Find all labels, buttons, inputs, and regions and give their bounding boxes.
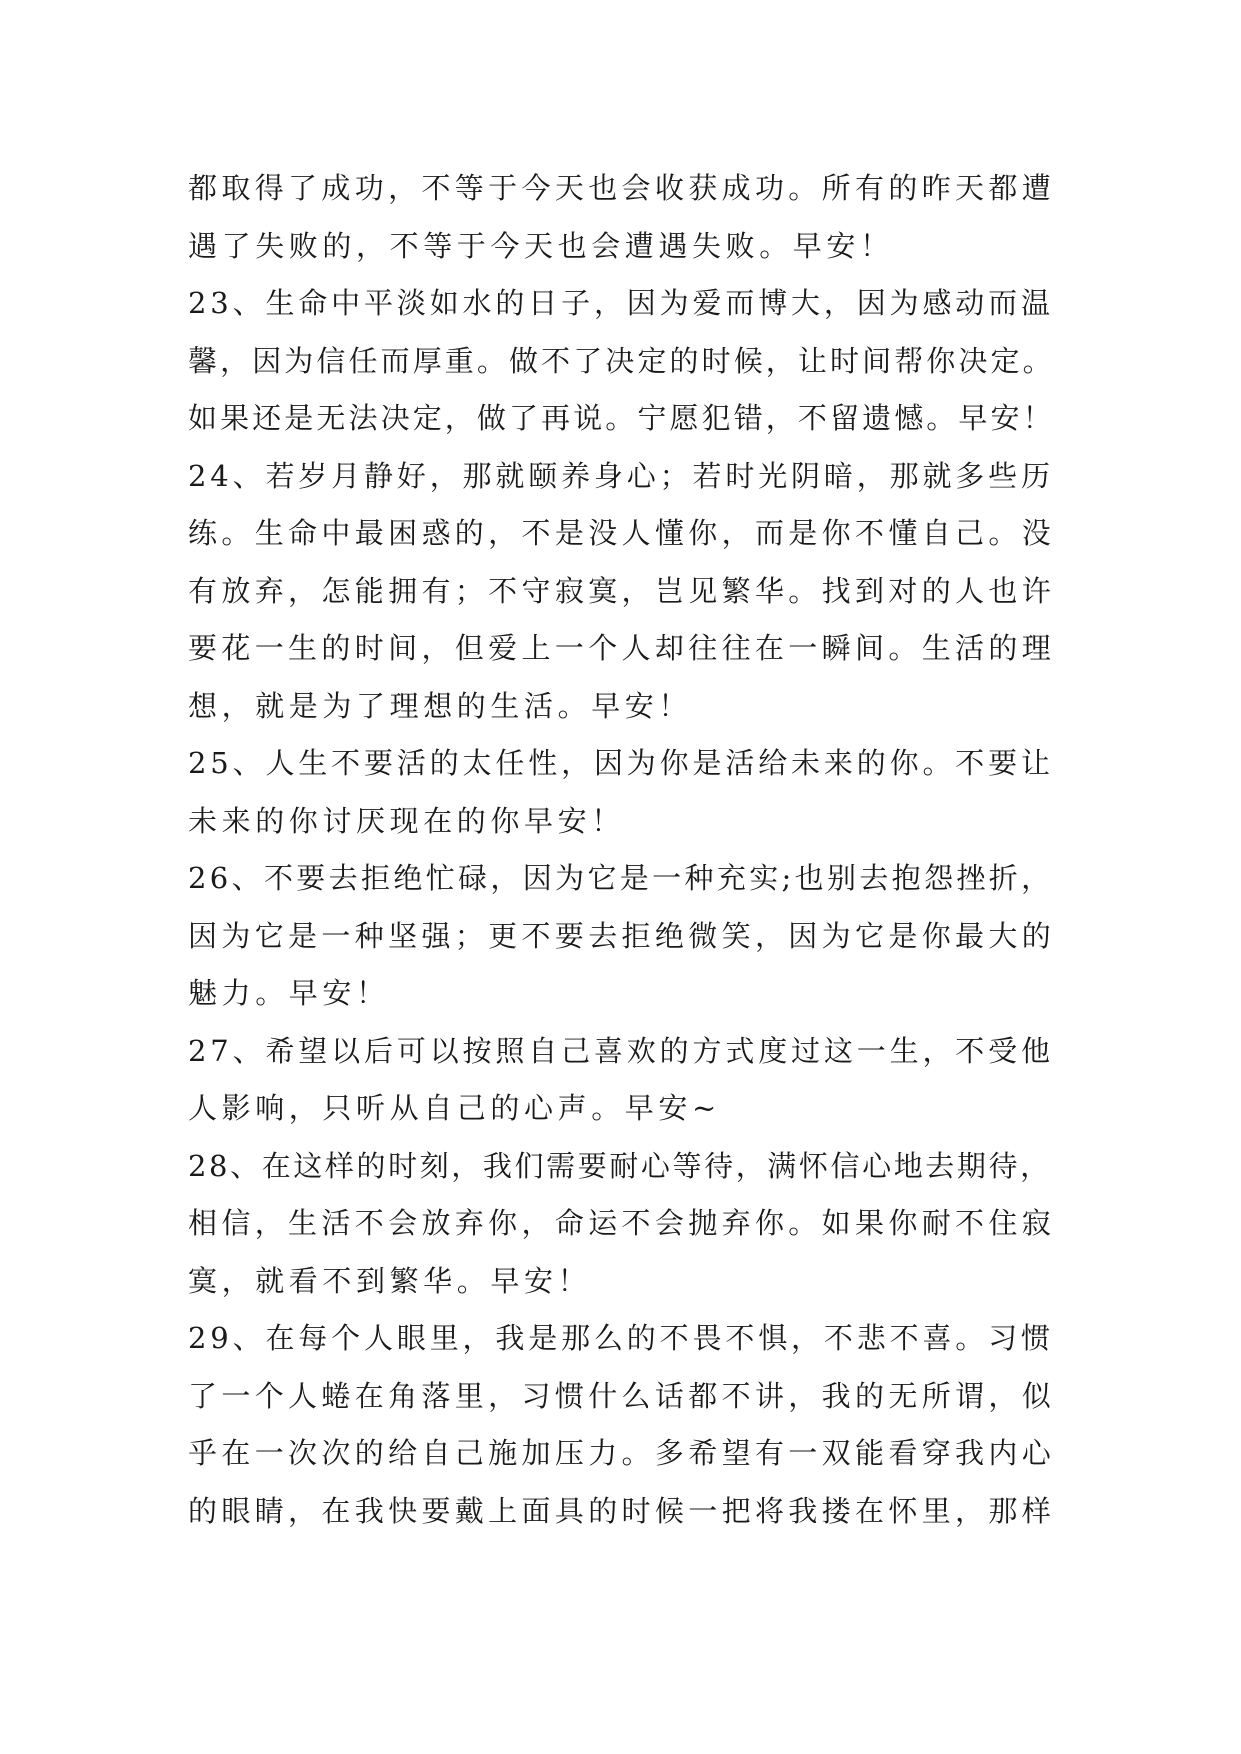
text-line: 的眼睛，在我快要戴上面具的时候一把将我搂在怀里，那样 [188,1493,1056,1528]
text-line: 练。生命中最困惑的，不是没人懂你，而是你不懂自己。没 [188,516,1056,550]
text-line: 23、生命中平淡如水的日子，因为爱而博大，因为感动而温 [188,286,1054,320]
text-line: 有放弃，怎能拥有；不守寂寞，岂见繁华。找到对的人也许 [188,573,1056,608]
text-line: 想，就是为了理想的生活。早安！ [188,688,693,723]
text-line: 如果还是无法决定，做了再说。宁愿犯错，不留遗憾。早安！ [188,401,1055,435]
text-line: 28、在这样的时刻，我们需要耐心等待，满怀信心地去期待， [188,1148,1052,1183]
text-line: 相信，生活不会放弃你，命运不会抛弃你。如果你耐不住寂 [188,1206,1056,1240]
text-line: 未来的你讨厌现在的你早安！ [188,803,625,838]
text-line: 乎在一次次的给自己施加压力。多希望有一双能看穿我内心 [188,1436,1056,1470]
text-line: 26、不要去拒绝忙碌，因为它是一种充实;也别去抱怨挫折， [188,861,1054,895]
text-line: 24、若岁月静好，那就颐养身心；若时光阴暗，那就多些历 [188,458,1054,493]
text-line: 27、希望以后可以按照自己喜欢的方式度过这一生，不受他 [188,1033,1054,1068]
text-line: 要花一生的时间，但爱上一个人却往往在一瞬间。生活的理 [188,631,1056,665]
text-line: 魅力。早安！ [188,976,390,1010]
body-text [188,160,1058,1540]
text-line: 人影响，只听从自己的心声。早安~ [188,1091,721,1125]
text-line: 了一个人蜷在角落里，习惯什么话都不讲，我的无所谓，似 [188,1378,1056,1413]
text-line: 因为它是一种坚强；更不要去拒绝微笑，因为它是你最大的 [188,918,1056,953]
text-line: 寞，就看不到繁华。早安！ [188,1263,592,1298]
text-line: 遇了失败的，不等于今天也会遭遇失败。早安！ [188,228,894,263]
text-line: 29、在每个人眼里，我是那么的不畏不惧，不悲不喜。习惯 [188,1321,1054,1355]
text-line: 馨，因为信任而厚重。做不了决定的时候，让时间帮你决定。 [188,343,1055,378]
text-line: 都取得了成功，不等于今天也会收获成功。所有的昨天都遭 [188,171,1056,205]
text-line: 25、人生不要活的太任性，因为你是活给未来的你。不要让 [188,746,1054,780]
